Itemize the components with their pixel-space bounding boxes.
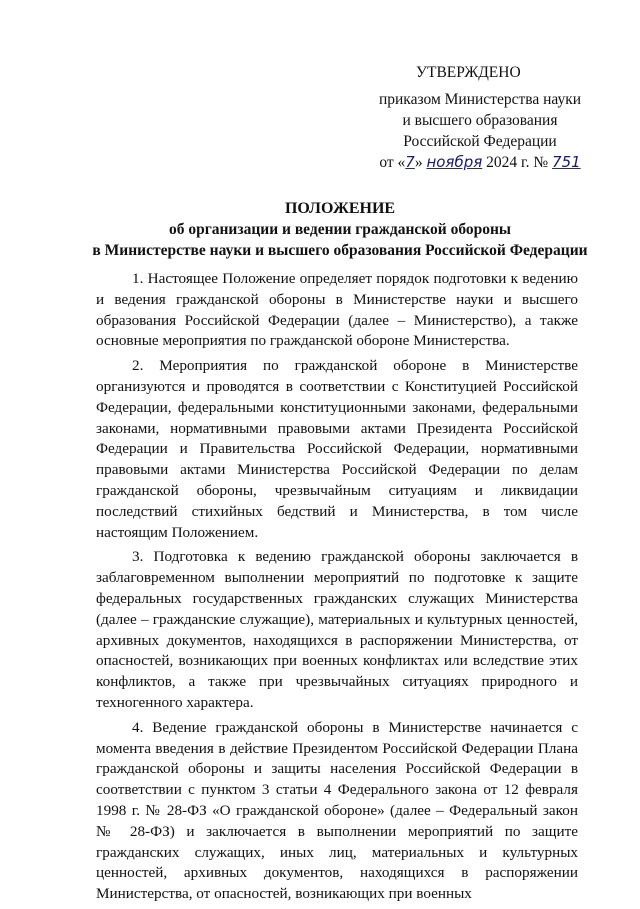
paragraph-2: 2. Мероприятия по гражданской обороне в Министерстве организуются и проводятся в соответствии с Конституцией Российской Федерации, федеральными конституционными законами, федеральными законами, нормативными правовыми актами Президента Российской Федерации и Правительства Российской Федерации, нормативными правовыми актами Министерства Российской Федерации по делам гражданской обороны, чрезвычайным ситуациям и ликвидации последствий стихийных бедствий и Министерства, в том числе настоящим Положением.: [96, 357, 578, 541]
date-prefix: от «: [379, 154, 406, 171]
title-main: ПОЛОЖЕНИЕ: [284, 200, 396, 217]
approval-date-line: [340, 152, 620, 173]
date-year: 2024 г. №: [486, 154, 549, 171]
document-body: [96, 269, 578, 909]
approved-heading: УТВЕРЖДЕНО: [416, 64, 521, 81]
title-sub-1: об организации и ведении гражданской обороны: [168, 221, 512, 238]
paragraph-1: 1. Настоящее Положение определяет порядок подготовки к ведению и ведения гражданской обороны в Министерстве науки и высшего образования Российской Федерации (далее – Министерство), а также основные мероприятия по гражданской обороне Министерства.: [96, 270, 578, 350]
document-title: [60, 198, 620, 261]
handwritten-day: 7: [405, 153, 415, 171]
title-sub-2: в Министерстве науки и высшего образования Российской Федерации: [92, 242, 588, 259]
handwritten-month: ноября: [426, 153, 483, 171]
paragraph-3: 3. Подготовка к ведению гражданской обороны заключается в заблаговременном выполнении мероприятий по подготовке к защите федеральных государственных гражданских служащих Министерства (далее – гражданские служащие), материальных и культурных ценностей, архивных документов, находящихся в распоряжении Министерства, от опасностей, возникающих при военных конфликтах или вследствие этих конфликтов, а также при чрезвычайных ситуациях природного и техногенного характера.: [96, 548, 578, 711]
paragraph-4: 4. Ведение гражданской обороны в Министерстве начинается с момента введения в действие Президентом Российской Федерации Плана гражданской обороны и защиты населения Российской Федерации в соответствии с пунктом 3 статьи 4 Федерального закона от 12 февраля 1998 г. № 28-ФЗ «О гражданской обороне» (далее – Федеральный закон № 28-ФЗ) и заключается в выполнении мероприятий по защите гражданских служащих, иных лиц, материальных и культурных ценностей, архивных документов, находящихся в распоряжении Министерства, от опасностей, возникающих при военных: [96, 718, 578, 903]
approval-line-1: приказом Министерства науки: [378, 91, 582, 108]
approval-line-3: Российской Федерации: [403, 133, 557, 150]
date-mid: »: [414, 154, 423, 171]
handwritten-number: 751: [552, 153, 581, 171]
approval-stamp: [340, 62, 620, 173]
approval-line-2: и высшего образования: [402, 112, 558, 129]
